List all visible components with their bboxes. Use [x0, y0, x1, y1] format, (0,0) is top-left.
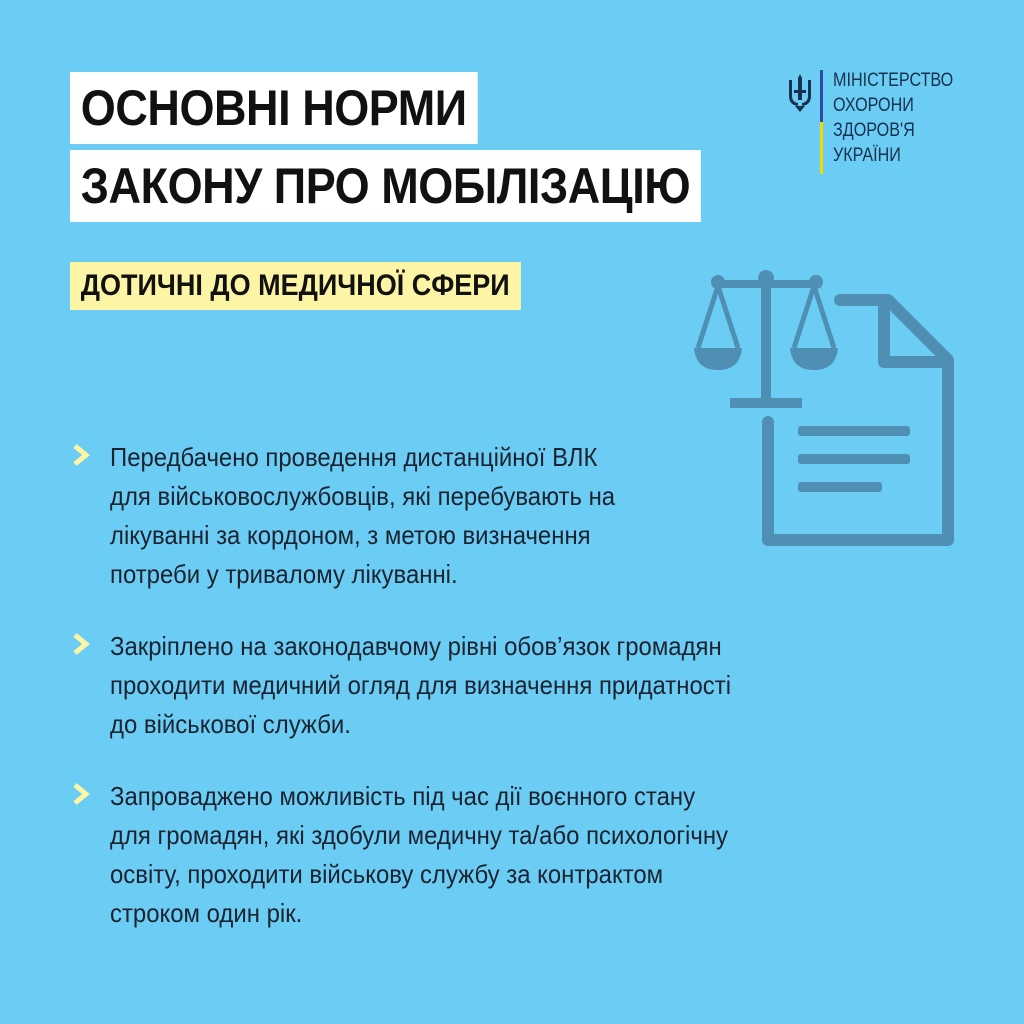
- ministry-name-line: ЗДОРОВ'Я: [833, 120, 915, 141]
- chevron-right-icon: [70, 633, 92, 655]
- ministry-logo: [786, 68, 974, 174]
- logo-divider: [820, 70, 823, 174]
- chevron-right-icon: [70, 444, 92, 466]
- ministry-name: [833, 68, 953, 168]
- page-title-line-1: ОСНОВНІ НОРМИ: [70, 72, 478, 144]
- trident-icon: [786, 72, 814, 112]
- list-item: [70, 438, 810, 594]
- subtitle: ДОТИЧНІ ДО МЕДИЧНОЇ СФЕРИ: [70, 262, 520, 310]
- ministry-name-line: МІНІСТЕРСТВО: [833, 70, 954, 91]
- list-item: [70, 777, 810, 933]
- page-title-line-2: ЗАКОНУ ПРО МОБІЛІЗАЦІЮ: [70, 150, 701, 222]
- ministry-name-line: УКРАЇНИ: [833, 145, 901, 166]
- ministry-name-line: ОХОРОНИ: [833, 95, 914, 116]
- list-item-text: Передбачено проведення дистанційної ВЛК для військовослужбовців, які перебувають на лікуванні за кордоном, з метою визначення потреби у тривалому лікуванні.: [110, 442, 616, 589]
- list-item-text: Запроваджено можливість під час дії воєнного стану для громадян, які здобули медичну та/або психологічну освіту, проходити військову службу за контрактом строком один рік.: [110, 781, 729, 928]
- chevron-right-icon: [70, 783, 92, 805]
- bullet-list: [70, 438, 810, 966]
- list-item: [70, 627, 810, 744]
- list-item-text: Закріплено на законодавчому рівні обов’язок громадян проходити медичний огляд для визначення придатності до військової служби.: [110, 631, 732, 739]
